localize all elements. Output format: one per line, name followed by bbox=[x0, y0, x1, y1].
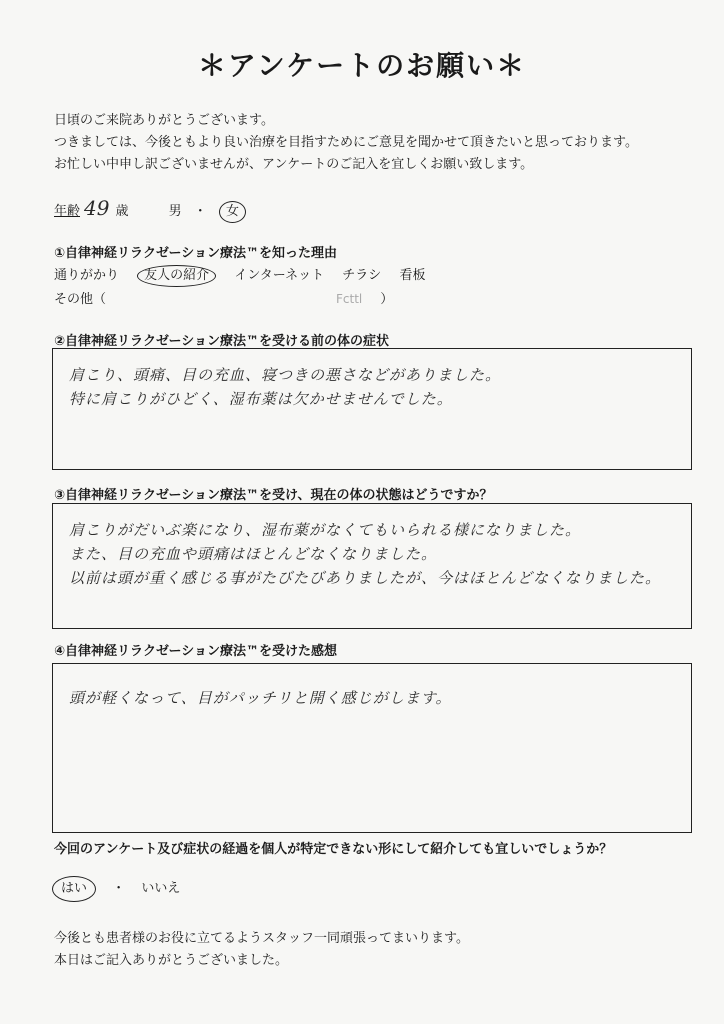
intro-line: お忙しい中申し訳ございませんが、アンケートのご記入を宜しくお願い致します。 bbox=[54, 157, 534, 172]
closing-text bbox=[54, 928, 469, 972]
answer-line: 頭が軽くなって、目がパッチリと開く感じがします。 bbox=[69, 689, 452, 707]
q1-option-selected[interactable]: 友人の紹介 bbox=[137, 265, 216, 287]
answer-line: 特に肩こりがひどく、湿布薬は欠かせませんでした。 bbox=[69, 390, 453, 408]
q1-option[interactable]: 通りがかり bbox=[54, 268, 120, 283]
q1-option[interactable]: 看板 bbox=[399, 268, 426, 283]
intro-line: 日頃のご来院ありがとうございます。 bbox=[54, 113, 274, 128]
closing-line: 今後とも患者様のお役に立てるようスタッフ一同頑張ってまいります。 bbox=[54, 931, 469, 946]
q1-options bbox=[54, 264, 439, 287]
q1-other-row bbox=[54, 288, 393, 307]
closing-line: 本日はご記入ありがとうございました。 bbox=[54, 953, 289, 968]
age-gender-row bbox=[54, 196, 246, 223]
intro-text bbox=[54, 110, 638, 176]
q5-no-option[interactable]: いいえ bbox=[141, 881, 181, 896]
q2-heading: ②自律神経リラクゼーション療法™を受ける前の体の症状 bbox=[54, 334, 389, 349]
page-title: ＊アンケートのお願い＊ bbox=[197, 49, 527, 82]
q5-question: 今回のアンケート及び症状の経過を個人が特定できない形にして紹介しても宜しいでしょうか？ bbox=[54, 842, 613, 857]
q1-option[interactable]: チラシ bbox=[342, 268, 382, 283]
q5-yes-option-circled[interactable]: はい bbox=[52, 876, 96, 902]
q1-other-close: ） bbox=[380, 292, 394, 307]
q5-separator: ・ bbox=[112, 881, 126, 896]
q1-other-faint-text[interactable]: Fcttl bbox=[336, 292, 363, 306]
answer-line: 以前は頭が重く感じる事がたびたびありましたが、今はほとんどなくなりました。 bbox=[69, 569, 662, 587]
q5-options bbox=[52, 876, 180, 902]
q4-answer-box[interactable] bbox=[52, 663, 692, 833]
age-value[interactable]: 49 bbox=[84, 196, 110, 220]
q3-heading: ③自律神経リラクゼーション療法™を受け、現在の体の状態はどうですか？ bbox=[54, 488, 493, 503]
gender-separator: ・ bbox=[193, 204, 207, 219]
age-unit: 歳 bbox=[115, 204, 129, 219]
age-label: 年齢 bbox=[54, 204, 81, 219]
q1-option[interactable]: インターネット bbox=[234, 268, 325, 283]
q4-heading: ④自律神経リラクゼーション療法™を受けた感想 bbox=[54, 644, 337, 659]
answer-line: 肩こり、頭痛、目の充血、寝つきの悪さなどがありました。 bbox=[69, 366, 502, 384]
gender-male-option[interactable]: 男 bbox=[168, 204, 182, 219]
answer-line: また、目の充血や頭痛はほとんどなくなりました。 bbox=[69, 545, 438, 563]
gender-female-option-circled[interactable]: 女 bbox=[219, 201, 246, 223]
q1-other-label: その他（ bbox=[54, 292, 107, 307]
q2-answer-box[interactable] bbox=[52, 348, 692, 470]
q3-answer-box[interactable] bbox=[52, 503, 692, 629]
q1-heading: ①自律神経リラクゼーション療法™を知った理由 bbox=[54, 246, 337, 261]
answer-line: 肩こりがだいぶ楽になり、湿布薬がなくてもいられる様になりました。 bbox=[69, 521, 582, 539]
intro-line: つきましては、今後ともより良い治療を目指すためにご意見を聞かせて頂きたいと思っております。 bbox=[54, 135, 638, 150]
